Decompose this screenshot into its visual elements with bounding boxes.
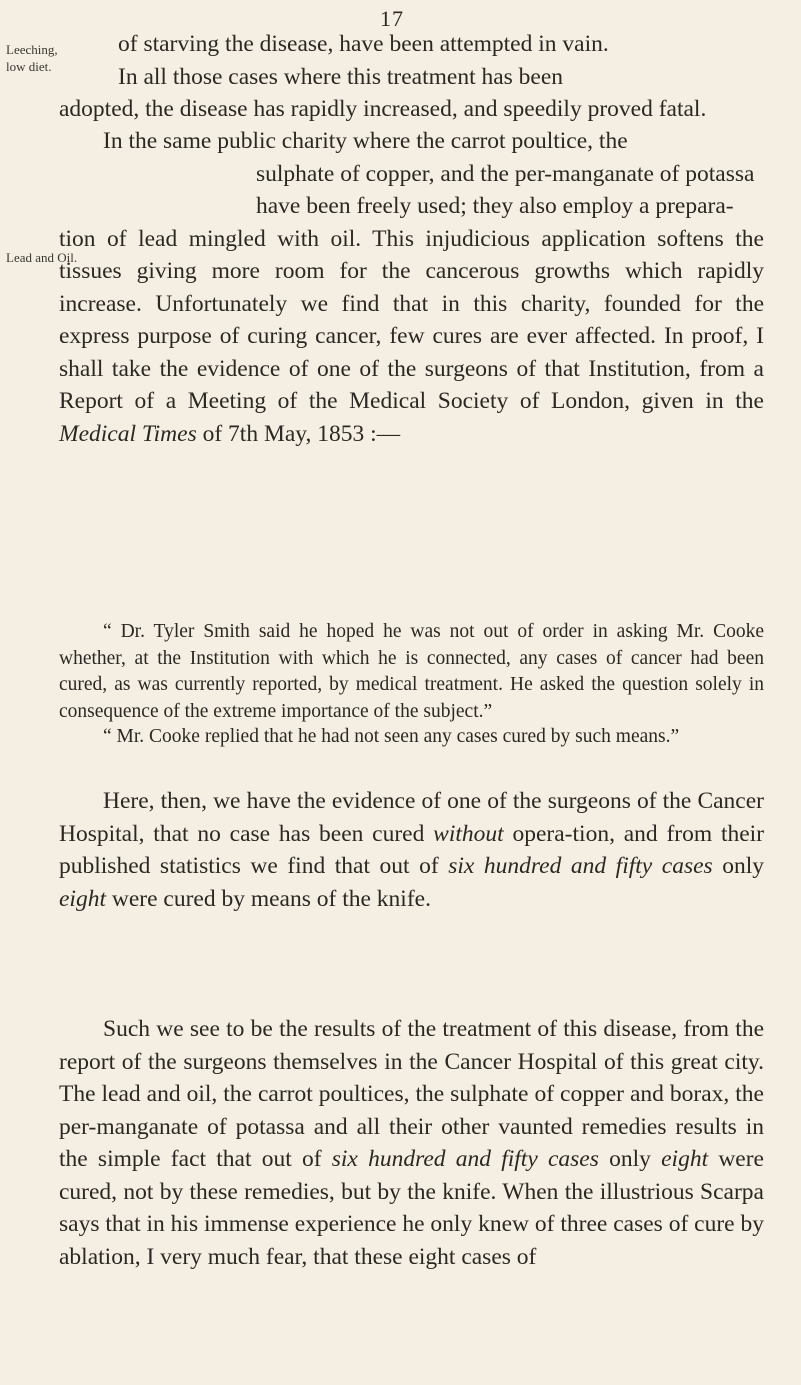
p3-without: without xyxy=(433,820,504,847)
body-paragraph-2 xyxy=(59,125,764,450)
p2-journal-title: Medical Times xyxy=(59,420,197,447)
p4-text-b: only xyxy=(609,1146,651,1172)
p4-text-a: Such we see to be the results of the treatment of this disease, from the report of the surgeons themselves in the Cancer Hospital of this great city. The lead and oil, the carrot poultices, the sulphate of copper and borax, the per-manganate of potassa and all their other vaunted remedies results in the simple fact that out of xyxy=(59,1016,764,1172)
p2-rest: tion of lead mingled with oil. This injudicious application softens the tissues giving more room for the cancerous growths which rapidly increase. Unfortunately we find that in this charity, founded for the express purpose of curing cancer, few cures are ever affected. In proof, I shall take the evidence of one of the surgeons of that Institution, from a Report of a Meeting of the Medical Society of London, given in the xyxy=(59,225,764,414)
quote-mr-cooke: “ Mr. Cooke replied that he had not seen any cases cured by such means.” xyxy=(103,726,680,747)
p1-rest: adopted, the disease has rapidly increased, and speedily proved fatal. xyxy=(59,96,707,122)
p3-text-d: were cured by means of the knife. xyxy=(111,885,431,912)
p2-line-3: have been freely used; they also employ a prepara- xyxy=(256,193,734,219)
body-paragraph-3 xyxy=(59,785,764,915)
page-number: 17 xyxy=(380,6,404,31)
margin-note-lead-oil: Lead and Oil. xyxy=(6,250,78,265)
p1-line-2: In all those cases where this treatment has been xyxy=(118,63,564,90)
p4-text-c: were cured, not by these remedies, but by the knife. When the illustrious Scarpa says that in his immense experience he only knew of three cases of cure by ablation, I very much fear, that these eight cases of xyxy=(59,1146,764,1270)
p3-text-c: only xyxy=(722,853,764,879)
p2-line-1: In the same public charity where the carrot poultice, the xyxy=(103,128,628,154)
p2-end: of 7th May, 1853 :— xyxy=(202,420,401,447)
margin-note-low-diet: low diet. xyxy=(6,59,52,74)
p3-eight: eight xyxy=(59,885,106,912)
p3-text-b: opera-tion, and from their published statistics we find that out of xyxy=(59,820,765,879)
p2-line-2: sulphate of copper, and the per-manganate of potassa xyxy=(256,160,755,187)
p4-six-hundred: six hundred and fifty cases xyxy=(331,1146,599,1172)
p3-six-hundred: six hundred and fifty cases xyxy=(448,853,713,879)
body-paragraph-1 xyxy=(59,28,764,126)
quote-dr-tyler-smith: “ Dr. Tyler Smith said he hoped he was not out of order in asking Mr. Cooke whether, at the Institution with which he is connected, any cases of cancer had been cured, as was currently reported, by medical treatment. He asked the question solely in consequence of the extreme importance of the subject.” xyxy=(59,621,764,722)
p1-line-1: of starving the disease, have been attempted in vain. xyxy=(118,31,609,57)
p3-text-a: Here, then, we have the evidence of one of the surgeons of the Cancer Hospital, that no case has been cured xyxy=(59,788,764,847)
body-paragraph-4 xyxy=(59,1013,764,1273)
p4-eight: eight xyxy=(661,1146,709,1172)
margin-note-leeching: Leeching, xyxy=(6,42,58,57)
